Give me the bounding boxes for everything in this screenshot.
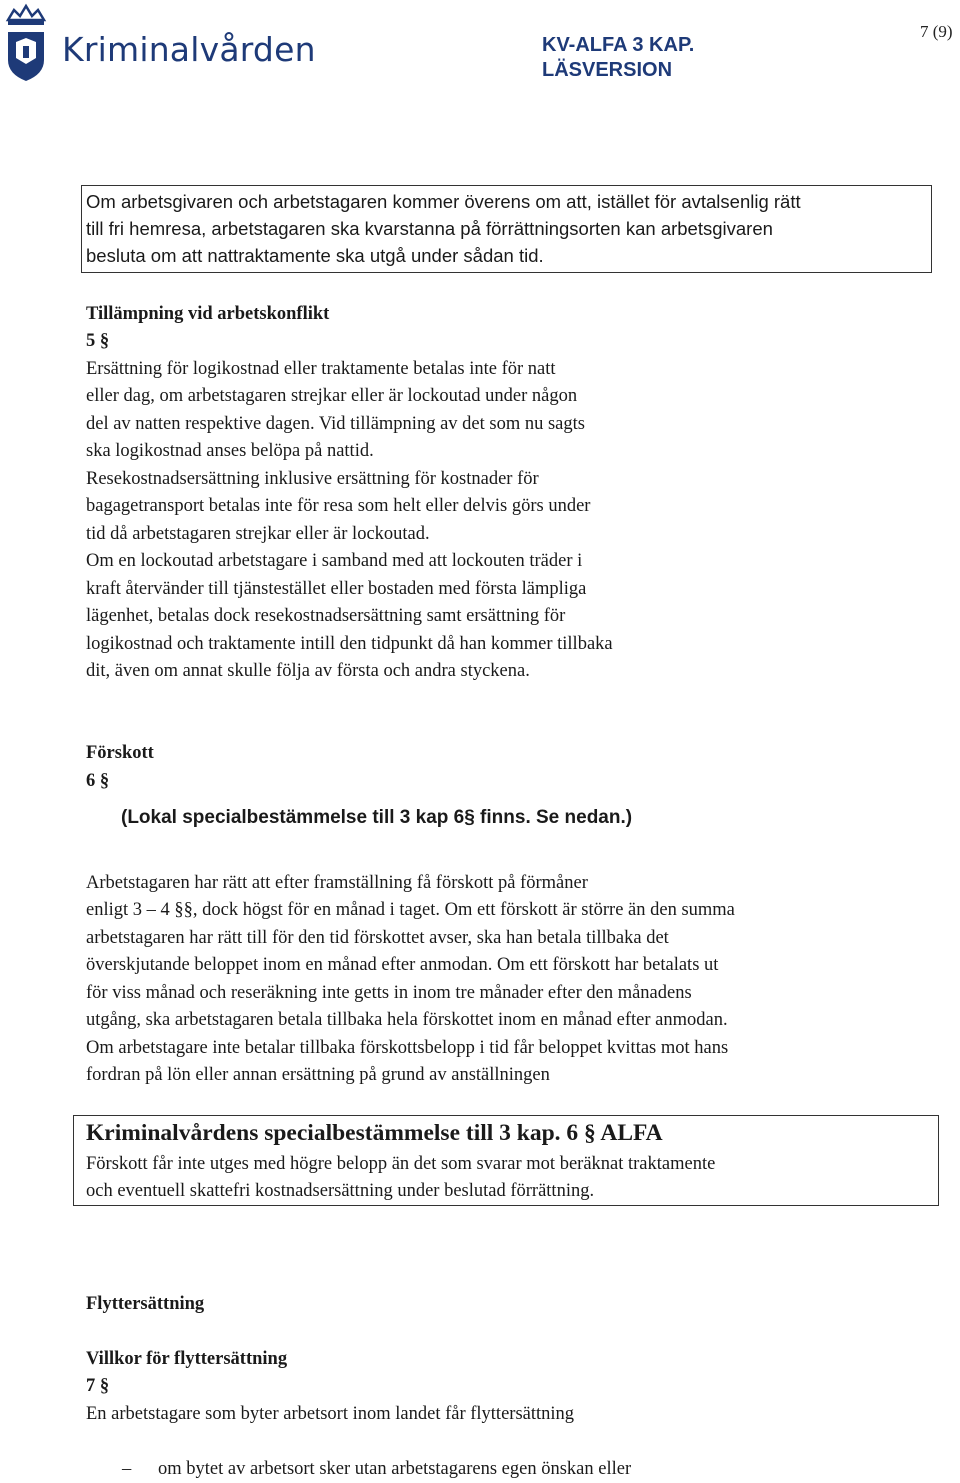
section-heading: Förskott — [86, 743, 154, 763]
org-name: Kriminalvården — [62, 30, 316, 69]
body-line: tid då arbetstagaren strejkar eller är lockoutad. — [86, 524, 430, 544]
body-line: logikostnad och traktamente intill den tidpunkt då han kommer tillbaka — [86, 634, 613, 654]
body-line: Om arbetstagare inte betalar tillbaka förskottsbelopp i tid får beloppet kvittas mot hans — [86, 1038, 729, 1058]
body-line: ska logikostnad anses belöpa på nattid. — [86, 441, 374, 461]
body-line: del av natten respektive dagen. Vid tillämpning av det som nu sagts — [86, 414, 585, 434]
body-line: dit, även om annat skulle följa av första och andra styckena. — [86, 661, 530, 681]
kriminalvarden-logo — [2, 2, 316, 82]
body-line: lägenhet, betalas dock resekostnadsersättning samt ersättning för — [86, 606, 566, 626]
body-line: Resekostnadsersättning inklusive ersättning för kostnader för — [86, 469, 539, 489]
body-line: fordran på lön eller annan ersättning på grund av anställningen — [86, 1065, 550, 1085]
body-line: arbetstagaren har rätt till för den tid förskottet avser, ska han betala tillbaka det — [86, 928, 669, 948]
page-number: 7 (9) — [920, 22, 953, 41]
crown-shield-icon — [2, 2, 50, 82]
body-line: kraft återvänder till tjänstestället eller bostaden med första lämpliga — [86, 579, 587, 599]
paragraph-number: 7 § — [86, 1376, 110, 1396]
body-line: för viss månad och reseräkning inte getts in inom tre månader efter den månadens — [86, 983, 692, 1003]
paragraph-number: 6 § — [86, 771, 110, 791]
paragraph-number: 5 § — [86, 331, 110, 351]
bullet-text: om bytet av arbetsort sker utan arbetstagarens egen önskan eller — [158, 1459, 632, 1479]
section-heading: Flyttersättning — [86, 1294, 205, 1314]
body-line: eller dag, om arbetstagaren strejkar eller är lockoutad under någon — [86, 386, 578, 406]
subsection-heading: Villkor för flyttersättning — [86, 1349, 288, 1369]
body-line: överskjutande beloppet inom en månad efter anmodan. Om ett förskott har betalats ut — [86, 955, 719, 975]
special-provision-line: och eventuell skattefri kostnadsersättning under beslutad förrättning. — [86, 1181, 595, 1201]
local-provision-note: (Lokal specialbestämmelse till 3 kap 6§ finns. Se nedan.) — [121, 807, 633, 828]
body-line: Ersättning för logikostnad eller traktamente betalas inte för natt — [86, 359, 556, 379]
document-title — [542, 33, 694, 83]
body-line: utgång, ska arbetstagaren betala tillbaka hela förskottet inom en månad efter anmodan. — [86, 1010, 728, 1030]
body-line: En arbetstagare som byter arbetsort inom landet får flyttersättning — [86, 1404, 575, 1424]
intro-line: Om arbetsgivaren och arbetstagaren kommer överens om att, istället för avtalsenlig rätt — [86, 191, 801, 212]
special-provision-heading: Kriminalvårdens specialbestämmelse till 3 kap. 6 § ALFA — [86, 1120, 663, 1146]
intro-line: besluta om att nattraktamente ska utgå under sådan tid. — [86, 245, 544, 266]
body-line: enligt 3 – 4 §§, dock högst för en månad i taget. Om ett förskott är större än den summa — [86, 900, 735, 920]
intro-line: till fri hemresa, arbetstagaren ska kvarstanna på förrättningsorten kan arbetsgivaren — [86, 218, 773, 239]
special-provision-line: Förskott får inte utges med högre belopp än det som svarar mot beräknat traktamente — [86, 1154, 716, 1174]
body-line: bagagetransport betalas inte för resa som helt eller delvis görs under — [86, 496, 591, 516]
doc-title-line-1: KV-ALFA 3 KAP. — [542, 34, 695, 56]
doc-title-line-2: LÄSVERSION — [542, 59, 673, 81]
body-line: Arbetstagaren har rätt att efter framställning få förskott på förmåner — [86, 873, 588, 893]
bullet-marker: – — [122, 1459, 132, 1479]
body-line: Om en lockoutad arbetstagare i samband med att lockouten träder i — [86, 551, 583, 571]
section-heading: Tillämpning vid arbetskonflikt — [86, 304, 330, 324]
